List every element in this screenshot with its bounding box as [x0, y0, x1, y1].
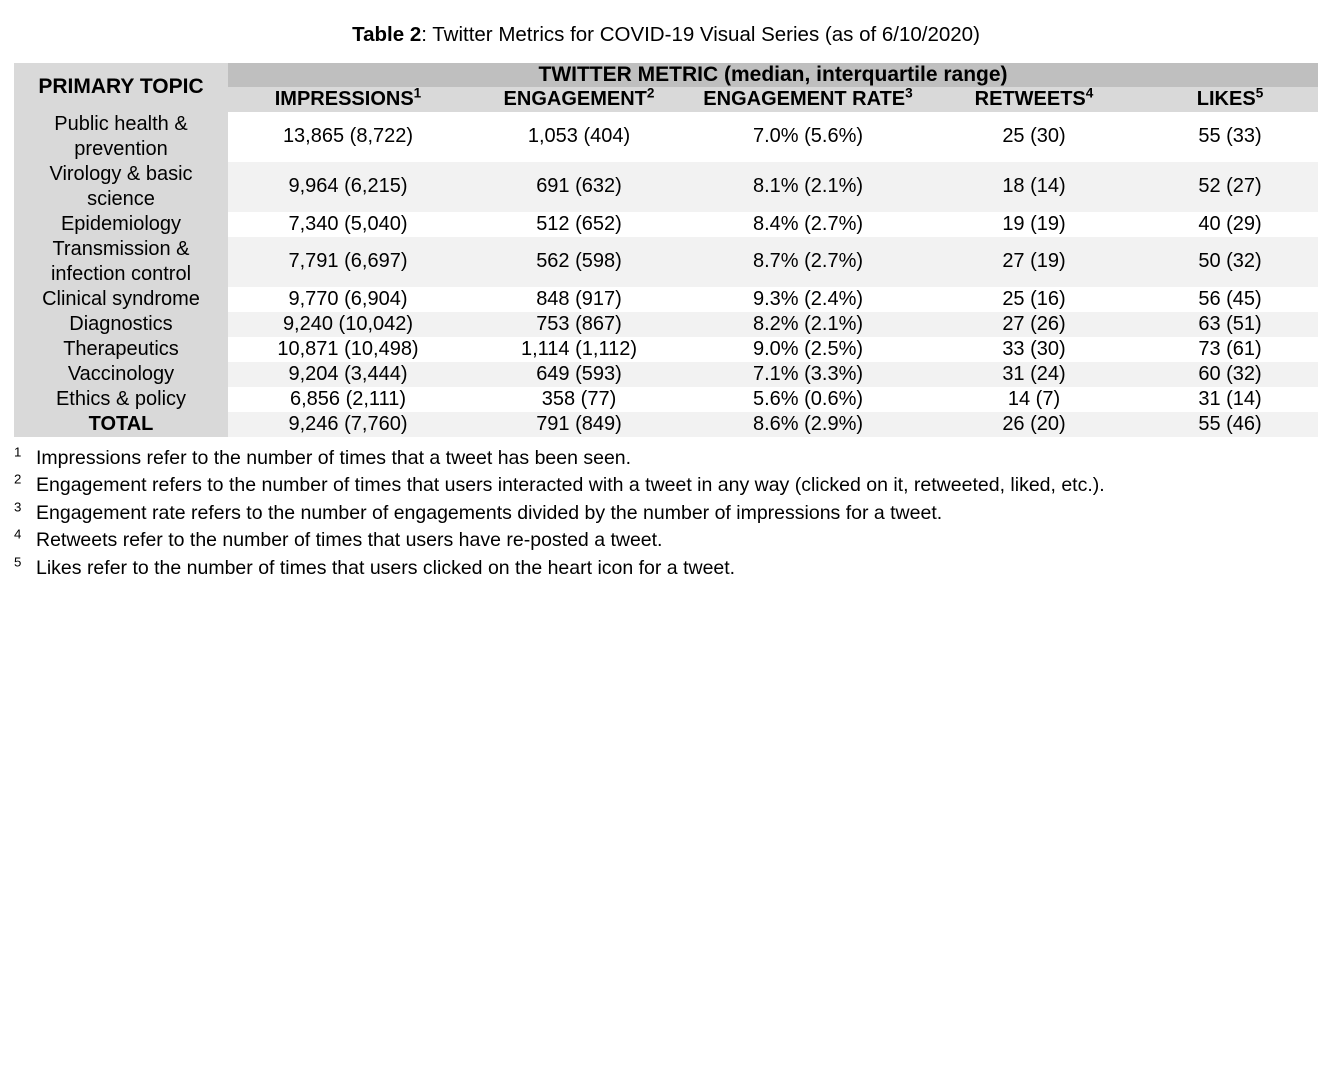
table-row — [14, 337, 1318, 362]
footnote-4-text: Retweets refer to the number of times that users have re-posted a tweet. — [36, 529, 663, 552]
header-engagement-rate-label: ENGAGEMENT RATE — [703, 87, 906, 110]
cell-likes: 55 (46) — [1142, 412, 1318, 437]
twitter-metrics-table — [14, 63, 1318, 437]
table-row — [14, 362, 1318, 387]
cell-retweets: 26 (20) — [926, 412, 1142, 437]
table-row — [14, 237, 1318, 287]
footnote-3-marker: 3 — [14, 499, 22, 515]
footnote-2 — [14, 472, 1318, 499]
footnote-4 — [14, 527, 1318, 554]
table-row — [14, 112, 1318, 162]
cell-likes: 40 (29) — [1142, 212, 1318, 237]
cell-retweets: 27 (26) — [926, 312, 1142, 337]
cell-impressions: 7,791 (6,697) — [228, 237, 468, 287]
row-topic: Clinical syndrome — [14, 287, 228, 312]
footnote-5-text: Likes refer to the number of times that users clicked on the heart icon for a tweet. — [36, 556, 736, 579]
cell-impressions: 7,340 (5,040) — [228, 212, 468, 237]
cell-engagement: 791 (849) — [468, 412, 690, 437]
header-retweets — [926, 84, 1142, 112]
footnotes — [14, 445, 1318, 582]
header-likes-note: 5 — [1255, 84, 1264, 100]
caption-label: Table 2 — [352, 23, 422, 46]
cell-engagement-rate: 9.3% (2.4%) — [690, 287, 926, 312]
row-topic: Public health & prevention — [14, 112, 228, 162]
row-topic: Epidemiology — [14, 212, 228, 237]
header-likes — [1142, 84, 1318, 112]
cell-impressions: 9,240 (10,042) — [228, 312, 468, 337]
table-row — [14, 387, 1318, 412]
cell-likes: 73 (61) — [1142, 337, 1318, 362]
cell-retweets: 25 (16) — [926, 287, 1142, 312]
cell-likes: 55 (33) — [1142, 112, 1318, 162]
cell-engagement: 649 (593) — [468, 362, 690, 387]
footnote-3 — [14, 500, 1318, 527]
cell-likes: 31 (14) — [1142, 387, 1318, 412]
table-header — [14, 63, 1318, 112]
footnote-5 — [14, 555, 1318, 582]
table-row — [14, 312, 1318, 337]
cell-engagement: 691 (632) — [468, 162, 690, 212]
header-engagement-rate — [690, 84, 926, 112]
header-retweets-note: 4 — [1085, 84, 1094, 100]
header-twitter-metric-group: TWITTER METRIC (median, interquartile range) — [228, 63, 1318, 87]
cell-likes: 56 (45) — [1142, 287, 1318, 312]
cell-engagement-rate: 8.1% (2.1%) — [690, 162, 926, 212]
cell-impressions: 9,204 (3,444) — [228, 362, 468, 387]
cell-impressions: 9,964 (6,215) — [228, 162, 468, 212]
cell-impressions: 10,871 (10,498) — [228, 337, 468, 362]
footnote-1 — [14, 445, 1318, 472]
row-topic: Transmission & infection control — [14, 237, 228, 287]
row-topic: Virology & basic science — [14, 162, 228, 212]
cell-retweets: 31 (24) — [926, 362, 1142, 387]
row-topic: Diagnostics — [14, 312, 228, 337]
cell-retweets: 14 (7) — [926, 387, 1142, 412]
cell-likes: 52 (27) — [1142, 162, 1318, 212]
table-caption — [14, 22, 1318, 49]
cell-engagement: 358 (77) — [468, 387, 690, 412]
cell-engagement-rate: 8.4% (2.7%) — [690, 212, 926, 237]
header-retweets-label: RETWEETS — [974, 87, 1086, 110]
cell-likes: 60 (32) — [1142, 362, 1318, 387]
header-engagement-note: 2 — [646, 84, 655, 100]
footnote-2-marker: 2 — [14, 471, 22, 487]
caption-text: : Twitter Metrics for COVID-19 Visual Series (as of 6/10/2020) — [421, 23, 980, 46]
footnote-3-text: Engagement rate refers to the number of engagements divided by the number of impressions for a tweet. — [36, 501, 943, 524]
cell-engagement-rate: 7.1% (3.3%) — [690, 362, 926, 387]
row-topic: Vaccinology — [14, 362, 228, 387]
footnote-4-marker: 4 — [14, 526, 22, 542]
row-topic: Therapeutics — [14, 337, 228, 362]
cell-retweets: 19 (19) — [926, 212, 1142, 237]
cell-retweets: 18 (14) — [926, 162, 1142, 212]
cell-engagement-rate: 7.0% (5.6%) — [690, 112, 926, 162]
cell-engagement: 562 (598) — [468, 237, 690, 287]
cell-engagement-rate: 5.6% (0.6%) — [690, 387, 926, 412]
cell-engagement: 753 (867) — [468, 312, 690, 337]
table-row-total — [14, 412, 1318, 437]
cell-engagement: 512 (652) — [468, 212, 690, 237]
footnote-5-marker: 5 — [14, 554, 22, 570]
footnote-2-text: Engagement refers to the number of times that users interacted with a tweet in any way (clicked on it, retweeted, liked, etc.). — [36, 474, 1105, 497]
row-topic-total: TOTAL — [14, 412, 228, 437]
table-row — [14, 287, 1318, 312]
cell-likes: 50 (32) — [1142, 237, 1318, 287]
cell-engagement-rate: 9.0% (2.5%) — [690, 337, 926, 362]
cell-impressions: 9,770 (6,904) — [228, 287, 468, 312]
row-topic: Ethics & policy — [14, 387, 228, 412]
footnote-1-text: Impressions refer to the number of times that a tweet has been seen. — [36, 446, 632, 469]
cell-impressions: 13,865 (8,722) — [228, 112, 468, 162]
cell-engagement-rate: 8.2% (2.1%) — [690, 312, 926, 337]
cell-likes: 63 (51) — [1142, 312, 1318, 337]
cell-engagement: 1,053 (404) — [468, 112, 690, 162]
header-row-group — [14, 63, 1318, 87]
table-row — [14, 162, 1318, 212]
header-impressions-note: 1 — [413, 84, 422, 100]
header-primary-topic: PRIMARY TOPIC — [14, 63, 228, 112]
header-likes-label: LIKES — [1196, 87, 1256, 110]
header-impressions — [228, 84, 468, 112]
cell-retweets: 27 (19) — [926, 237, 1142, 287]
table-row — [14, 212, 1318, 237]
cell-engagement-rate: 8.7% (2.7%) — [690, 237, 926, 287]
cell-retweets: 33 (30) — [926, 337, 1142, 362]
header-impressions-label: IMPRESSIONS — [274, 87, 414, 110]
table-body — [14, 112, 1318, 437]
cell-impressions: 9,246 (7,760) — [228, 412, 468, 437]
cell-engagement: 1,114 (1,112) — [468, 337, 690, 362]
header-engagement-label: ENGAGEMENT — [503, 87, 647, 110]
header-engagement-rate-note: 3 — [905, 84, 913, 100]
cell-engagement-rate: 8.6% (2.9%) — [690, 412, 926, 437]
footnote-1-marker: 1 — [14, 444, 22, 460]
header-engagement — [468, 84, 690, 112]
cell-retweets: 25 (30) — [926, 112, 1142, 162]
cell-impressions: 6,856 (2,111) — [228, 387, 468, 412]
cell-engagement: 848 (917) — [468, 287, 690, 312]
